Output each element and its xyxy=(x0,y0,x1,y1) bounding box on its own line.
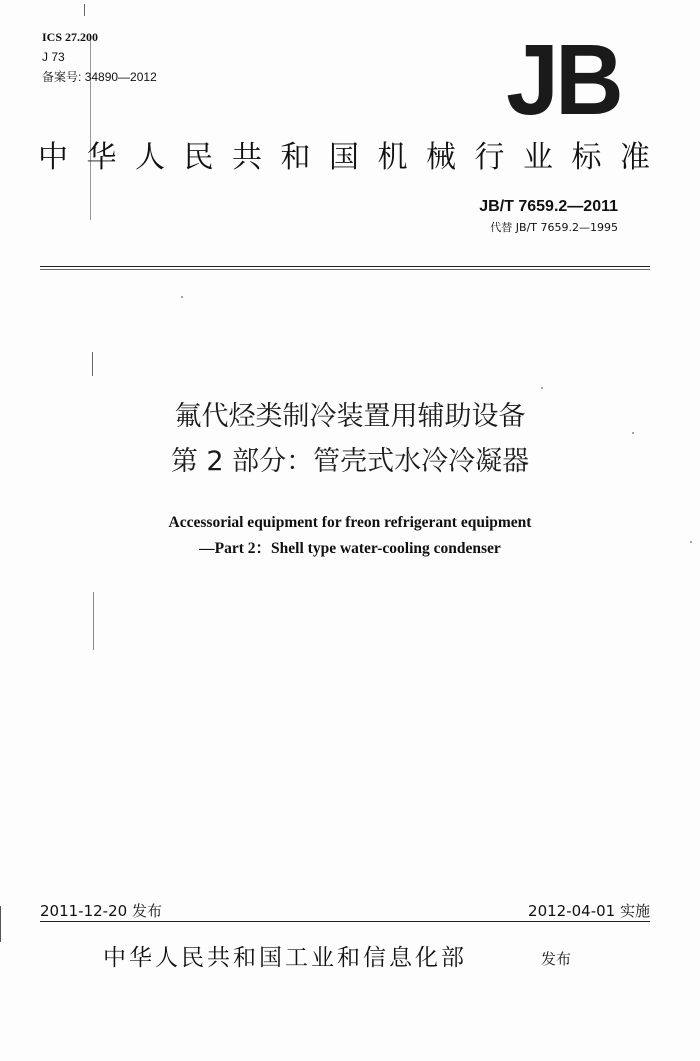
org-title xyxy=(38,140,650,176)
org-title-char: 行 xyxy=(474,140,505,175)
org-title-char: 人 xyxy=(135,140,165,175)
title-zh-line2: 第 2 部分：管壳式水冷冷凝器 xyxy=(170,446,530,477)
org-title-char: 中 xyxy=(38,140,68,175)
org-title-char: 国 xyxy=(329,140,359,175)
publish-label: 发布 xyxy=(541,950,572,968)
scan-speck xyxy=(181,296,183,298)
title-zh-line1: 氟代烃类制冷装置用辅助设备 xyxy=(174,401,526,432)
scan-speck xyxy=(541,387,543,389)
org-title-char: 机 xyxy=(377,140,408,175)
footer-divider xyxy=(40,921,650,922)
filing-label: 备案号 xyxy=(42,70,79,84)
org-title-char: 民 xyxy=(183,140,214,175)
issuing-ministry: 中华人民共和国工业和信息化部 xyxy=(103,945,467,971)
org-title-char: 械 xyxy=(426,140,456,175)
implementation-date: 2012-04-01 实施 xyxy=(528,902,650,920)
header-divider-thin xyxy=(40,269,650,270)
header-divider xyxy=(40,266,650,267)
jb-logo: JB xyxy=(506,24,620,136)
org-title-char: 准 xyxy=(620,140,650,175)
title-en-line2: —Part 2：Shell type water-cooling condenser xyxy=(199,540,501,557)
issue-date: 2011-12-20 发布 xyxy=(40,902,162,920)
org-title-char: 华 xyxy=(86,140,117,175)
ccs-code: J 73 xyxy=(42,50,65,64)
scan-mark xyxy=(93,592,94,650)
filing-number: 备案号: 34890—2012 xyxy=(42,70,157,84)
standard-replaces: 代替 JB/T 7659.2—1995 xyxy=(490,221,618,234)
ics-code: ICS 27.200 xyxy=(42,30,99,44)
org-title-char: 和 xyxy=(280,140,311,175)
filing-value: 34890—2012 xyxy=(84,70,157,84)
org-title-char: 业 xyxy=(523,140,553,175)
scan-mark xyxy=(90,40,91,220)
title-en-line1: Accessorial equipment for freon refrigerant equipment xyxy=(168,514,532,531)
scan-mark xyxy=(92,352,93,376)
scan-mark xyxy=(0,906,1,942)
scan-mark xyxy=(84,4,85,16)
standard-number: JB/T 7659.2—2011 xyxy=(479,198,618,215)
org-title-char: 标 xyxy=(571,140,602,175)
org-title-char: 共 xyxy=(232,140,262,175)
